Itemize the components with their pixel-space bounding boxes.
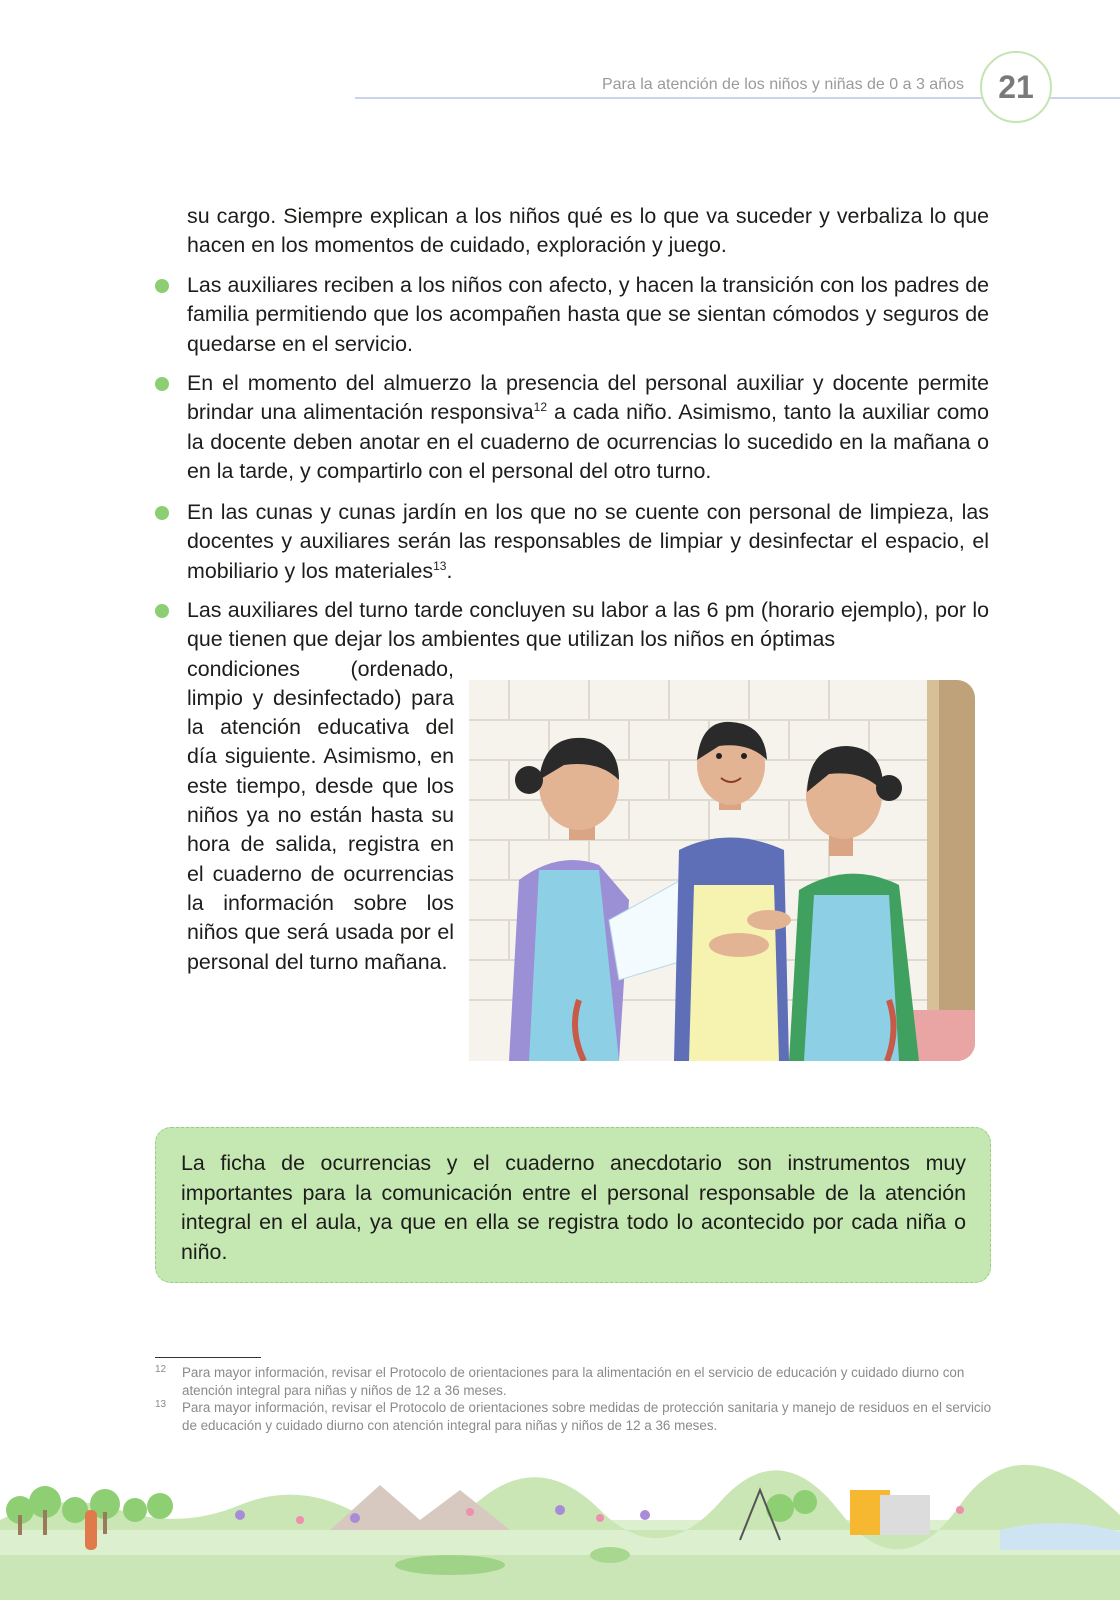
page-number: 21 <box>980 51 1052 123</box>
running-title: Para la atención de los niños y niñas de 0 a 3 años <box>601 76 964 93</box>
bullet-dot-icon <box>155 604 169 618</box>
caregivers-illustration <box>469 680 975 1061</box>
footnote-text: Para mayor información, revisar el Protocolo de orientaciones sobre medidas de protección sanitaria y manejo de residuos en el servicio de educación y cuidado diurno con atención integral para niñas y niños de 12 a 36 meses. <box>182 1400 992 1433</box>
list-item <box>187 271 989 359</box>
footnote-ref[interactable]: 13 <box>433 558 447 573</box>
bullet-text: Las auxiliares del turno tarde concluyen su labor a las 6 pm (horario ejemplo), por lo que tienen que dejar los ambientes que utilizan los niños en óptimas <box>187 598 989 652</box>
footnote <box>155 1399 995 1434</box>
bullet-text-cont: . <box>446 558 453 583</box>
landscape-illustration <box>0 1460 1120 1600</box>
callout-text: La ficha de ocurrencias y el cuaderno anecdotario son instrumentos muy importantes para la comunicación entre el personal responsable de la atención integral en el aula, ya que en ella se registra todo lo acontecido por cada niña o niño. <box>181 1151 966 1264</box>
footnote-number: 13 <box>155 1399 167 1410</box>
list-item <box>187 498 989 586</box>
list-item <box>187 369 989 486</box>
footnote <box>155 1364 995 1399</box>
bullet-text: Las auxiliares reciben a los niños con afecto, y hacen la transición con los padres de familia permitiendo que los acompañen hasta que se sientan cómodos y seguros de quedarse en el servicio. <box>187 273 989 356</box>
bullet-text: En el momento del almuerzo la presencia del personal auxiliar y docente permite brindar una alimentación responsiva <box>187 371 989 425</box>
bullet-dot-icon <box>155 279 169 293</box>
footnote-separator <box>155 1357 261 1358</box>
footnote-number: 12 <box>155 1364 167 1375</box>
intro-paragraph: su cargo. Siempre explican a los niños qué es lo que va suceder y verbaliza lo que hacen en los momentos de cuidado, exploración y juego. <box>187 204 989 258</box>
bullet-text-cont: a cada niño. Asimismo, tanto la auxiliar como la docente deben anotar en el cuaderno de ocurrencias lo sucedido en la mañana o en la tarde, y compartirlo con el personal del otro turno. <box>187 400 990 483</box>
footnote-text: Para mayor información, revisar el Protocolo de orientaciones para la alimentación en el servicio de educación y cuidado diurno con atención integral para niñas y niños de 12 a 36 meses. <box>182 1365 965 1398</box>
callout-box <box>155 1127 991 1283</box>
bullet-dot-icon <box>155 377 169 391</box>
bullet-dot-icon <box>155 506 169 520</box>
bullet-text-wrapped: condiciones (ordenado, limpio y desinfectado) para la atención educativa del día siguiente. Asimismo, en este tiempo, desde que los niños ya no están hasta su hora de salida, registra en el cuaderno de ocurrencias la información sobre los niños que será usada por el personal del turno mañana. <box>187 656 454 974</box>
footnote-ref[interactable]: 12 <box>533 400 548 415</box>
bullet-text: En las cunas y cunas jardín en los que no se cuente con personal de limpieza, las docentes y auxiliares serán las responsables de limpiar y desinfectar el espacio, el mobiliario y los materiales <box>187 500 989 583</box>
